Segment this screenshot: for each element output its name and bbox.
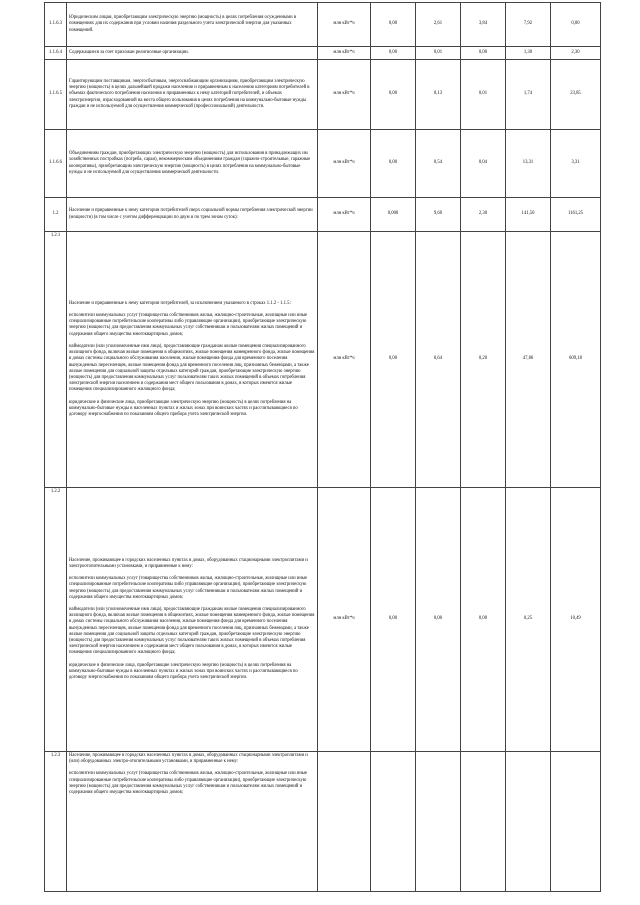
description-paragraph: Содержащиеся за счет прихожан религиозные организации.: [69, 49, 189, 55]
value-cell-v1: 0,00: [371, 232, 416, 488]
row-description: [67, 752, 318, 892]
value-cell-v3: 0,00: [461, 488, 506, 752]
value-cell-v3: 0,04: [461, 130, 506, 198]
unit-cell: млн кВт*ч: [318, 198, 371, 232]
value-cell-v2: 0,01: [416, 47, 461, 60]
table-row: [45, 60, 601, 130]
unit-cell: [318, 752, 371, 892]
value-cell-v1: [371, 752, 416, 892]
row-description: [67, 130, 318, 198]
value-cell-v3: 2,30: [461, 198, 506, 232]
row-description: [67, 3, 318, 47]
unit-cell: млн кВт*ч: [318, 488, 371, 752]
row-description: [67, 198, 318, 232]
unit-cell: млн кВт*ч: [318, 130, 371, 198]
value-cell-v3: 3,84: [461, 3, 506, 47]
value-cell-v4: 0,25: [506, 488, 551, 752]
row-description: [67, 60, 318, 130]
value-cell-v4: 141,50: [506, 198, 551, 232]
row-code: 1.2.2: [45, 488, 67, 752]
value-cell-v1: 0,00: [371, 60, 416, 130]
value-cell-v2: [416, 752, 461, 892]
tariff-table: [44, 2, 601, 892]
description-paragraph: наймодатели (или уполномоченные ими лица), предоставляющие гражданам жилые помещения специализированного жилищного фонда, включая жилые помещения в общежитиях, жилые помещения маневренного фонда, жилые помещения в домах системы социального обслуживания населения, жилые помещения фонда для временного поселения вынужденных переселенцев, жилые помещения фонда для временного поселения лиц, признанных беженцами, а также жилые помещения для социальной защиты отдельных категорий граждан, приобретающие электрическую энергию (мощность) для предоставления коммунальных услуг пользователям таких жилых помещений в объемах потребления электрической энергии населением и содержания мест общего пользования в домах, в которых имеются жилые помещения специализированного жилищного фонда;: [69, 606, 315, 656]
description-paragraph: исполнители коммунальных услуг (товарищества собственников жилья, жилищно-строительные, жилищные или иные специализированные потребительские кооперативы либо управляющие организации), приобретающие электрическую энергию (мощность) для предоставления коммунальных услуг собственникам и пользователям жилых помещений и содержания общего имущества многоквартирных домов;: [69, 771, 308, 796]
value-cell-v5: 10,49: [551, 488, 601, 752]
value-cell-v4: [506, 752, 551, 892]
value-cell-v4: 7,92: [506, 3, 551, 47]
row-code: 1.1.6.5: [45, 60, 67, 130]
value-cell-v4: 1,74: [506, 60, 551, 130]
description-paragraph: Население, проживающее в городских населенных пунктах в домах, оборудованных стационарными электроплитами и электроотопительными установками, и приравненные к нему:: [69, 557, 308, 569]
value-cell-v2: 0,13: [416, 60, 461, 130]
description-paragraph: юридические и физические лица, приобретающие электрическую энергию (мощность) в целях потребления на коммунально-бытовые нужды в населенных пунктах и жилых зонах при воинских частях и рассчитывающиеся по договору энергоснабжения по показаниям общего прибора учета электрической энергии.: [69, 399, 298, 417]
value-cell-v2: 2,61: [416, 3, 461, 47]
unit-cell: млн кВт*ч: [318, 232, 371, 488]
value-cell-v1: 0,00: [371, 488, 416, 752]
table-row: [45, 130, 601, 198]
row-code: 1.1.6.4: [45, 47, 67, 60]
description-paragraph: Население и приравненные к нему категории потребителей сверх социальной нормы потребления электрической энергии (мощности) (в том числе с учетом дифференциации по двум и по трем зонам суток):: [69, 208, 313, 220]
description-paragraph: исполнители коммунальных услуг (товарищества собственников жилья, жилищно-строительные, жилищные или иные специализированные потребительские кооперативы либо управляющие организации), приобретающие электрическую энергию (мощность) для предоставления коммунальных услуг собственникам и пользователям жилых помещений и содержания общего имущества многоквартирных домов;: [69, 313, 308, 337]
row-description: [67, 232, 318, 488]
value-cell-v4: 47,86: [506, 232, 551, 488]
description-paragraph: наймодатели (или уполномоченные ими лица), предоставляющие гражданам жилые помещения специализированного жилищного фонда, включая жилые помещения в общежитиях, жилые помещения маневренного фонда, жилые помещения в домах системы социального обслуживания населения, жилые помещения фонда для временного поселения вынужденных переселенцев, жилые помещения фонда для временного поселения лиц, признанных беженцами, а также жилые помещения для социальной защиты отдельных категорий граждан, приобретающие электрическую энергию (мощность) для предоставления коммунальных услуг пользователям таких жилых помещений в объемах потребления электрической энергии населением и содержания мест общего пользования в домах, в которых имеются жилые помещения специализированного жилищного фонда;: [69, 343, 315, 393]
unit-cell: млн кВт*ч: [318, 60, 371, 130]
value-cell-v2: 0,64: [416, 232, 461, 488]
value-cell-v2: 9,60: [416, 198, 461, 232]
table-row: [45, 47, 601, 60]
value-cell-v5: 1161,25: [551, 198, 601, 232]
value-cell-v2: 0,54: [416, 130, 461, 198]
value-cell-v2: 0,00: [416, 488, 461, 752]
description-paragraph: юридические и физические лица, приобретающие электрическую энергию (мощность) в целях потребления на коммунально-бытовые нужды в населенных пунктах и жилых зонах при воинских частях и рассчитывающиеся по договору энергоснабжения по показаниям общего прибора учета электрической энергии.: [69, 662, 298, 681]
row-code: 1.2: [45, 198, 67, 232]
value-cell-v4: 13,31: [506, 130, 551, 198]
table-row: [45, 198, 601, 232]
description-paragraph: Юридическим лицам, приобретающим электрическую энергию (мощность) в целях потребления осужденными в помещениях для их содержания при условии наличия раздельного учета электрической энергии для указанных помещений.: [69, 15, 297, 33]
value-cell-v5: 23,85: [551, 60, 601, 130]
table-row: [45, 232, 601, 488]
row-code: 1.1.6.3: [45, 3, 67, 47]
table-row: [45, 3, 601, 47]
value-cell-v1: 0,00: [371, 130, 416, 198]
value-cell-v5: 609,18: [551, 232, 601, 488]
value-cell-v3: 0,01: [461, 60, 506, 130]
value-cell-v3: 0,00: [461, 47, 506, 60]
description-paragraph: Объединениям граждан, приобретающих электрическую энергию (мощность) для использования в принадлежащих им хозяйственных постройках (погреба, сараи), некоммерческим объединениям граждан (гаражно-строительные, гаражные кооперативы), приобретающим электрическую энергию (мощность) в целях потребления на коммунально-бытовые нужды и не используемой для осуществления коммерческой деятельности.: [69, 151, 311, 175]
value-cell-v1: 0,00: [371, 3, 416, 47]
description-paragraph: Гарантирующим поставщикам, энергосбытовым, энергоснабжающим организациям, приобретающим электрическую энергию (мощность) в целях дальнейшей продажи населению и приравненным к населению категориям потребителей в объемах фактического потребления населения и приравненных к нему категорий потребителей, и объемах электроэнергии, израсходованной на места общего пользования в целях потребления на коммунально-бытовые нужды граждан и не используемой для осуществления коммерческой (профессиональной) деятельности.: [69, 78, 310, 109]
row-code: 1.2.1: [45, 232, 67, 488]
unit-cell: млн кВт*ч: [318, 47, 371, 60]
table-row: [45, 488, 601, 752]
value-cell-v3: [461, 752, 506, 892]
table-row: [45, 752, 601, 892]
row-code: 1.2.3: [45, 752, 67, 892]
value-cell-v5: 2,30: [551, 47, 601, 60]
row-description: [67, 47, 318, 60]
value-cell-v5: [551, 752, 601, 892]
value-cell-v1: 0,000: [371, 198, 416, 232]
row-description: [67, 488, 318, 752]
value-cell-v3: 0,20: [461, 232, 506, 488]
description-paragraph: исполнители коммунальных услуг (товарищества собственников жилья, жилищно-строительные, жилищные или иные специализированные потребительские кооперативы либо управляющие организации), приобретающие электрическую энергию (мощность) для предоставления коммунальных услуг собственникам и пользователям жилых помещений и содержания общего имущества многоквартирных домов;: [69, 576, 308, 600]
table-body: [45, 3, 601, 892]
description-paragraph: Население, проживающее в городских населенных пунктах в домах, оборудованных стационарными электроплитами и (или) оборудованных электро-отопительными установками, и приравненные к нему:: [69, 753, 308, 765]
value-cell-v4: 1,30: [506, 47, 551, 60]
row-code: 1.1.6.6: [45, 130, 67, 198]
value-cell-v5: 0,00: [551, 3, 601, 47]
value-cell-v1: 0,00: [371, 47, 416, 60]
unit-cell: млн кВт*ч: [318, 3, 371, 47]
description-paragraph: Население и приравненные к нему категории потребителей, за исключением указанного в строках 1.1.2 - 1.1.5:: [69, 300, 291, 306]
value-cell-v5: 3,31: [551, 130, 601, 198]
